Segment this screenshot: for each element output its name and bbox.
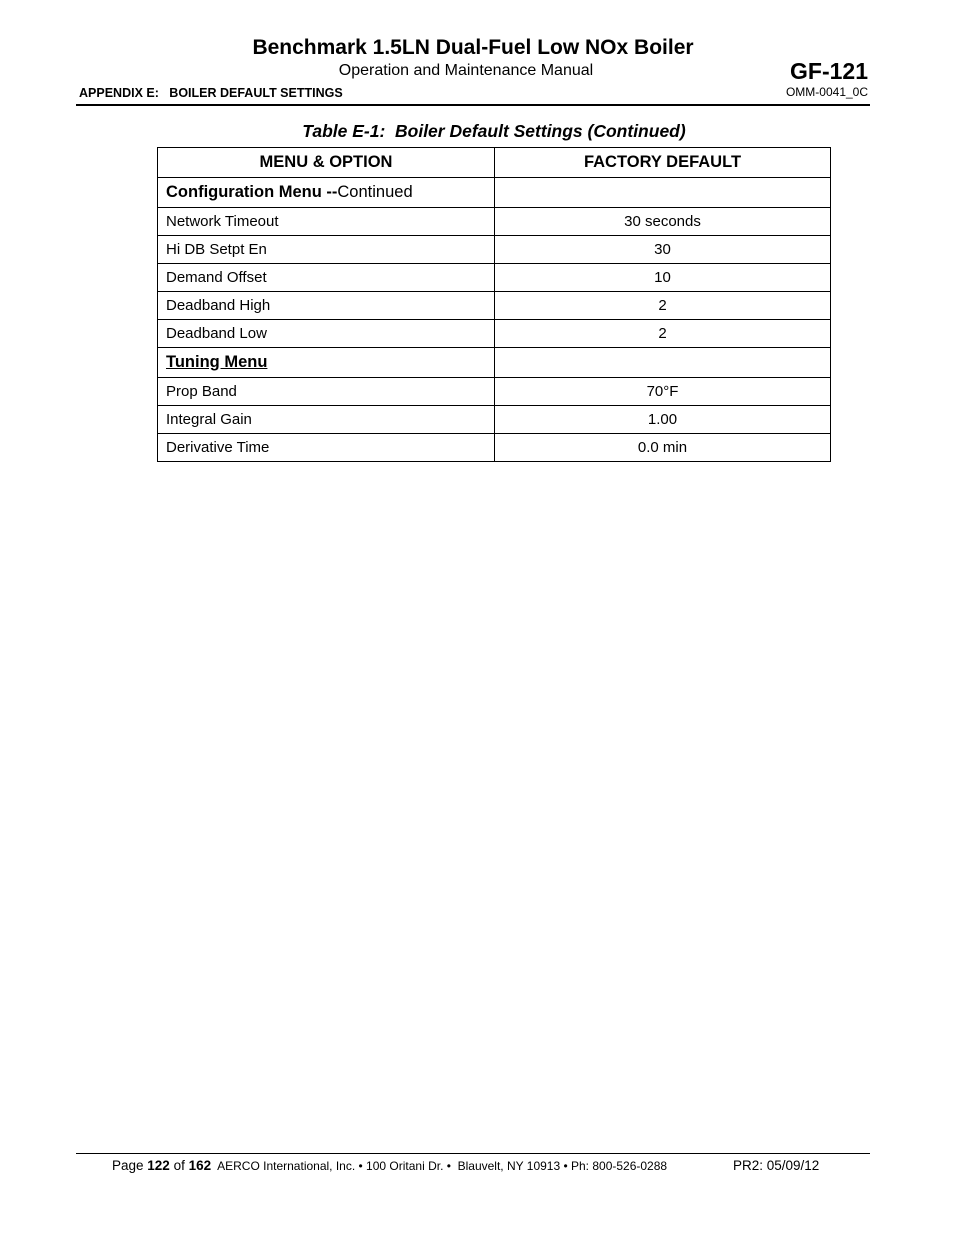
- table-row: [158, 264, 831, 292]
- table-row: [158, 292, 831, 320]
- option-name: Prop Band: [158, 378, 495, 406]
- default-value: 70°F: [495, 378, 831, 406]
- footer-page-info: [112, 1158, 667, 1173]
- footer-divider: [76, 1153, 870, 1154]
- default-value: 2: [495, 320, 831, 348]
- table-row: [158, 320, 831, 348]
- manual-subtitle: Operation and Maintenance Manual: [338, 62, 594, 79]
- footer-of: of: [169, 1158, 189, 1173]
- table-caption: Table E-1: Boiler Default Settings (Continued): [302, 121, 686, 141]
- option-name: Deadband Low: [158, 320, 495, 348]
- section-title-bold: Configuration Menu --: [166, 183, 338, 201]
- section-title: [158, 348, 495, 378]
- section-title-rest: Continued: [337, 183, 413, 201]
- default-value: 0.0 min: [495, 434, 831, 462]
- section-title: [158, 178, 495, 208]
- header-divider: [76, 104, 870, 106]
- table-row: [158, 236, 831, 264]
- option-name: Deadband High: [158, 292, 495, 320]
- column-header-menu-option: MENU & OPTION: [158, 148, 495, 178]
- column-header-factory-default: FACTORY DEFAULT: [495, 148, 831, 178]
- footer-revision: PR2: 05/09/12: [733, 1158, 820, 1173]
- page-code: GF-121: [790, 58, 868, 84]
- table-row: [158, 208, 831, 236]
- footer-page-number: 122: [147, 1158, 170, 1173]
- option-name: Derivative Time: [158, 434, 495, 462]
- manual-title: Benchmark 1.5LN Dual-Fuel Low NOx Boiler: [252, 36, 694, 59]
- default-value: 10: [495, 264, 831, 292]
- default-value: 2: [495, 292, 831, 320]
- section-row-tuning-menu: [158, 348, 831, 378]
- default-value: 1.00: [495, 406, 831, 434]
- footer-page-label: Page: [112, 1158, 148, 1173]
- option-name: Demand Offset: [158, 264, 495, 292]
- default-value: 30: [495, 236, 831, 264]
- table-row: [158, 378, 831, 406]
- section-default-empty: [495, 178, 831, 208]
- appendix-heading: APPENDIX E: BOILER DEFAULT SETTINGS: [79, 86, 343, 100]
- document-number: OMM-0041_0C: [785, 85, 868, 99]
- section-title-bold: Tuning Menu: [166, 353, 268, 371]
- option-name: Hi DB Setpt En: [158, 236, 495, 264]
- section-default-empty: [495, 348, 831, 378]
- section-row-configuration-menu: [158, 178, 831, 208]
- footer-page-total: 162: [188, 1158, 212, 1173]
- table-row: [158, 406, 831, 434]
- table-header-row: [158, 148, 831, 178]
- default-value: 30 seconds: [495, 208, 831, 236]
- footer-company-address: AERCO International, Inc. • 100 Oritani Dr. • Blauvelt, NY 10913 • Ph: 800-526-0288: [211, 1159, 668, 1173]
- default-settings-table: [157, 147, 831, 462]
- option-name: Integral Gain: [158, 406, 495, 434]
- table-row: [158, 434, 831, 462]
- option-name: Network Timeout: [158, 208, 495, 236]
